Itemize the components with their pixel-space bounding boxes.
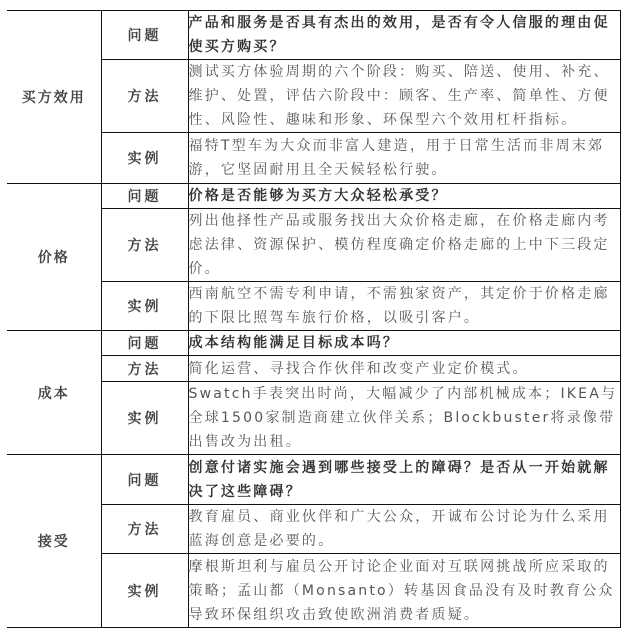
method-text: 教育雇员、商业伙伴和广大公众，开诚布公讨论为什么采用蓝海创意是必要的。 — [188, 505, 621, 554]
row-label-example: 实例 — [101, 133, 188, 184]
example-text: 福特T型车为大众而非富人建造，用于日常生活而非周末郊游，它坚固耐用且全天候轻松行驶。 — [188, 133, 621, 184]
row-label-example: 实例 — [101, 554, 188, 628]
question-text: 创意付诸实施会遇到哪些接受上的障碍？是否从一开始就解决了这些障碍？ — [188, 455, 621, 505]
row-label-method: 方法 — [101, 505, 188, 554]
example-text: 西南航空不需专利申请，不需独家资产，其定价于价格走廊的下限比照驾车旅行价格，以吸引客户。 — [188, 282, 621, 331]
row-label-example: 实例 — [101, 382, 188, 455]
table-row — [7, 11, 621, 60]
row-label-question: 问题 — [101, 11, 188, 60]
method-text: 简化运营、寻找合作伙伴和改变产业定价模式。 — [188, 356, 621, 382]
row-label-question: 问题 — [101, 331, 188, 356]
section-label-cost: 成本 — [7, 331, 101, 455]
section-label-adoption: 接受 — [7, 455, 101, 628]
section-label-price: 价格 — [7, 184, 101, 331]
table-row — [7, 331, 621, 356]
example-text: 摩根斯坦利与雇员公开讨论企业面对互联网挑战所应采取的策略；孟山都（Monsanto）转基因食品没有及时教育公众导致环保组织攻击致使欧洲消费者质疑。 — [188, 554, 621, 628]
row-label-method: 方法 — [101, 209, 188, 282]
question-text: 产品和服务是否具有杰出的效用，是否有令人信服的理由促使买方购买？ — [188, 11, 621, 60]
row-label-question: 问题 — [101, 455, 188, 505]
table-row — [7, 455, 621, 505]
method-text: 列出他择性产品或服务找出大众价格走廊，在价格走廊内考虑法律、资源保护、模仿程度确定价格走廊的上中下三段定价。 — [188, 209, 621, 282]
section-label-buyer-utility: 买方效用 — [7, 11, 101, 184]
table-row — [7, 184, 621, 209]
blue-ocean-sequence-table — [7, 10, 621, 628]
row-label-method: 方法 — [101, 356, 188, 382]
question-text: 价格是否能够为买方大众轻松承受？ — [188, 184, 621, 209]
row-label-example: 实例 — [101, 282, 188, 331]
question-text: 成本结构能满足目标成本吗？ — [188, 331, 621, 356]
row-label-method: 方法 — [101, 60, 188, 133]
method-text: 测试买方体验周期的六个阶段：购买、陪送、使用、补充、维护、处置，评估六阶段中：顾客、生产率、简单性、方便性、风险性、趣味和形象、环保型六个效用杠杆指标。 — [188, 60, 621, 133]
row-label-question: 问题 — [101, 184, 188, 209]
example-text: Swatch手表突出时尚，大幅减少了内部机械成本；IKEA与全球1500家制造商建立伙伴关系；Blockbuster将录像带出售改为出租。 — [188, 382, 621, 455]
